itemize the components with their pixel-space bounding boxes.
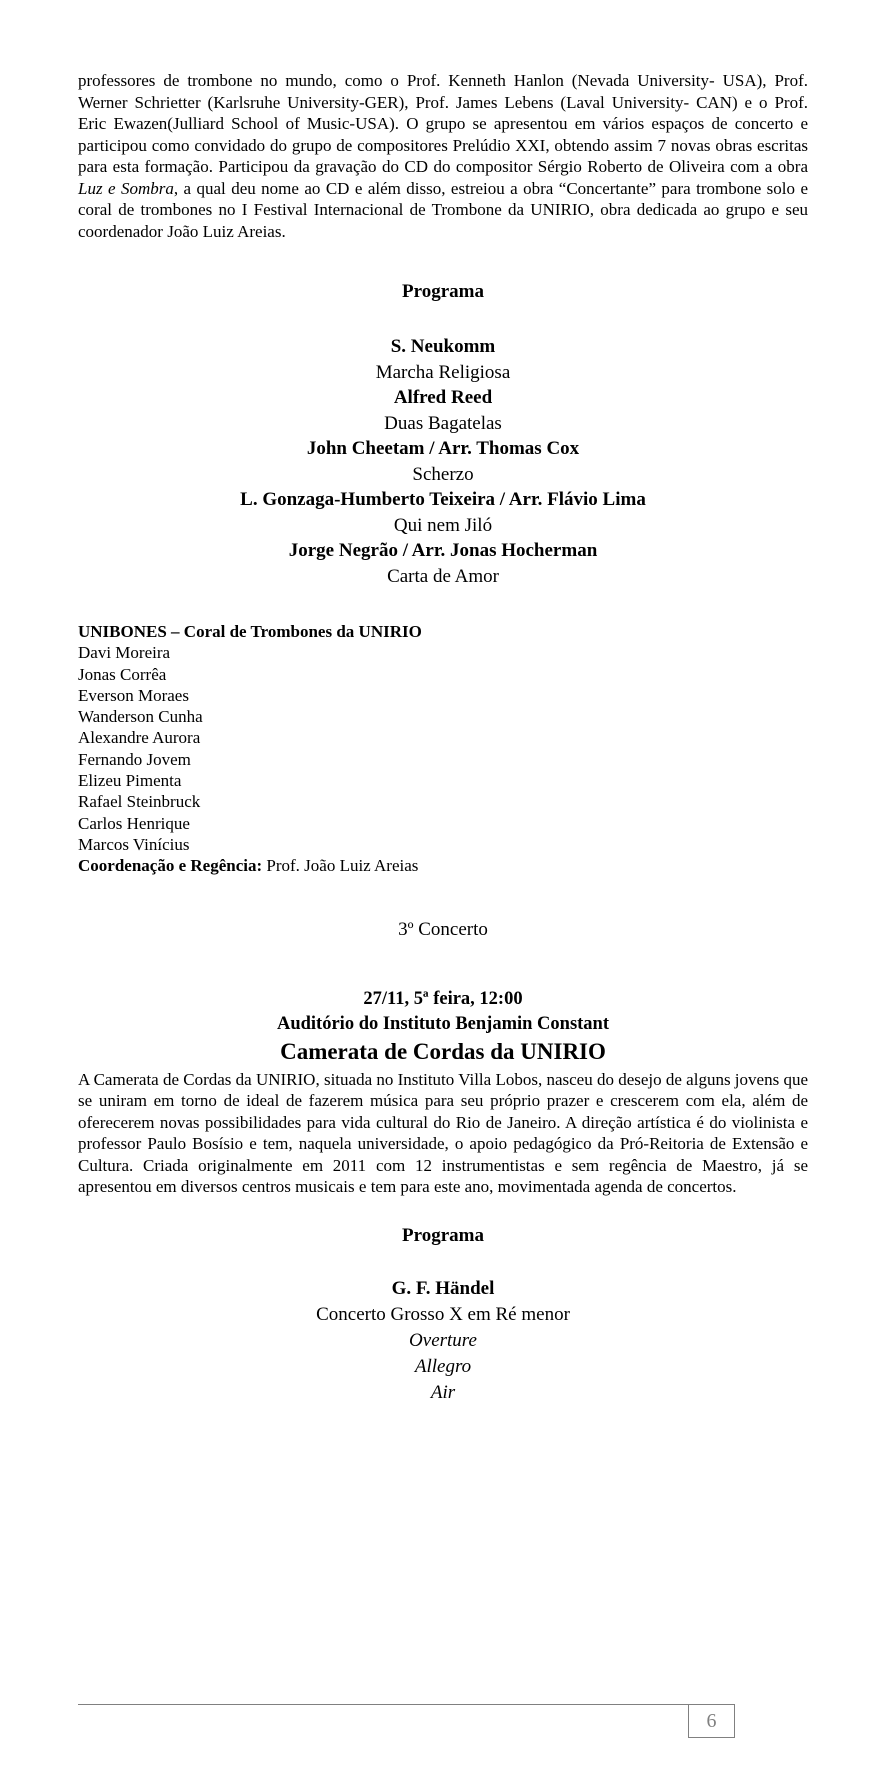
coordination-line xyxy=(78,855,808,876)
intro-text-after: , a qual deu nome ao CD e além disso, estreiou a obra “Concertante” para trombone solo e coral de trombones no I Festival Internacional de Trombone da UNIRIO, obra dedicada ao grupo e seu coordenador João Luiz Areias. xyxy=(78,178,808,241)
composer-name: John Cheetam / Arr. Thomas Cox xyxy=(306,438,580,459)
movement-title: Air xyxy=(430,1381,456,1403)
member-name: Rafael Steinbruck xyxy=(78,792,201,812)
coordination-value: Prof. João Luiz Areias xyxy=(262,856,419,876)
coordination-label: Coordenação e Regência: xyxy=(78,856,263,876)
member-list xyxy=(78,642,808,855)
piece-title: Duas Bagatelas xyxy=(384,412,502,434)
piece-title: Qui nem Jiló xyxy=(393,514,493,536)
composer-name: G. F. Händel xyxy=(391,1277,495,1299)
work-title-italic: Luz e Sombra xyxy=(78,178,174,198)
program-item xyxy=(78,538,808,589)
program-item xyxy=(78,487,808,538)
ensemble-title: UNIBONES – Coral de Trombones da UNIRIO xyxy=(78,622,422,641)
concert-description: A Camerata de Cordas da UNIRIO, situada no Instituto Villa Lobos, nasceu do desejo de alguns jovens que se uniram em torno de ideal de fazerem música para seu próprio prazer e crescerem com ela, além de oferecerem novas possibilidades para vida cultural do Rio de Janeiro. A direção artística é do violinista e professor Paulo Bosísio e tem, naquela universidade, o apoio pedagógico da Pró-Reitoria de Extensão e Cultura. Criada originalmente em 2011 com 12 instrumentistas e sem regência de Maestro, já se apresentou em diversos centros musicais e tem para este ano, movimentada agenda de concertos. xyxy=(78,1069,808,1197)
program-item xyxy=(78,334,808,385)
page-footer xyxy=(78,1704,735,1738)
piece-title: Carta de Amor xyxy=(387,565,499,587)
concert-venue: Auditório do Instituto Benjamin Constant xyxy=(276,1013,610,1034)
program-heading-2: Programa xyxy=(402,1224,484,1246)
page-number: 6 xyxy=(688,1704,735,1738)
ensemble-section xyxy=(78,621,808,877)
intro-text-before: professores de trombone no mundo, como o Prof. Kenneth Hanlon (Nevada University- USA), Prof. Werner Schrietter (Karlsruhe University-GER), Prof. James Lebens (Laval University- CAN) e o Prof. Eric Ewazen(Julliard School of Music-USA). O grupo se apresentou em vários espaços de concerto e participou como convidado do grupo de compositores Prelúdio XXI, obtendo assim 7 novas obras escritas para esta formação. Participou da gravação do CD do compositor Sérgio Roberto de Oliveira com a obra xyxy=(78,71,808,176)
member-name: Davi Moreira xyxy=(78,643,171,663)
member-name: Elizeu Pimenta xyxy=(78,771,182,791)
member-name: Everson Moraes xyxy=(78,685,189,705)
piece-title: Concerto Grosso X em Ré menor xyxy=(316,1303,570,1325)
member-name: Alexandre Aurora xyxy=(78,728,201,748)
member-name: Wanderson Cunha xyxy=(78,707,203,727)
program-list-1 xyxy=(78,334,808,589)
movement-title: Allegro xyxy=(414,1355,472,1377)
member-name: Carlos Henrique xyxy=(78,813,190,833)
footer-rule xyxy=(78,1704,688,1705)
movement-title: Overture xyxy=(409,1329,477,1351)
piece-title: Scherzo xyxy=(412,463,474,485)
concert-datetime: 27/11, 5ª feira, 12:00 xyxy=(363,988,523,1009)
program-item xyxy=(78,436,808,487)
member-name: Marcos Vinícius xyxy=(78,834,190,854)
composer-name: L. Gonzaga-Humberto Teixeira / Arr. Flávio Lima xyxy=(240,489,646,510)
composer-name: S. Neukomm xyxy=(390,336,496,357)
composer-name: Jorge Negrão / Arr. Jonas Hocherman xyxy=(288,540,598,561)
member-name: Fernando Jovem xyxy=(78,749,191,769)
program-heading-1: Programa xyxy=(402,281,484,302)
intro-paragraph xyxy=(78,70,808,242)
concert-number-heading: 3º Concerto xyxy=(398,918,488,940)
movement-list xyxy=(78,1328,808,1406)
concert-info xyxy=(78,987,808,1067)
concert-title: Camerata de Cordas da UNIRIO xyxy=(280,1038,606,1064)
program-item xyxy=(78,385,808,436)
composer-name: Alfred Reed xyxy=(393,387,493,408)
piece-title: Marcha Religiosa xyxy=(375,361,511,383)
member-name: Jonas Corrêa xyxy=(78,664,167,684)
program-list-2 xyxy=(78,1276,808,1406)
